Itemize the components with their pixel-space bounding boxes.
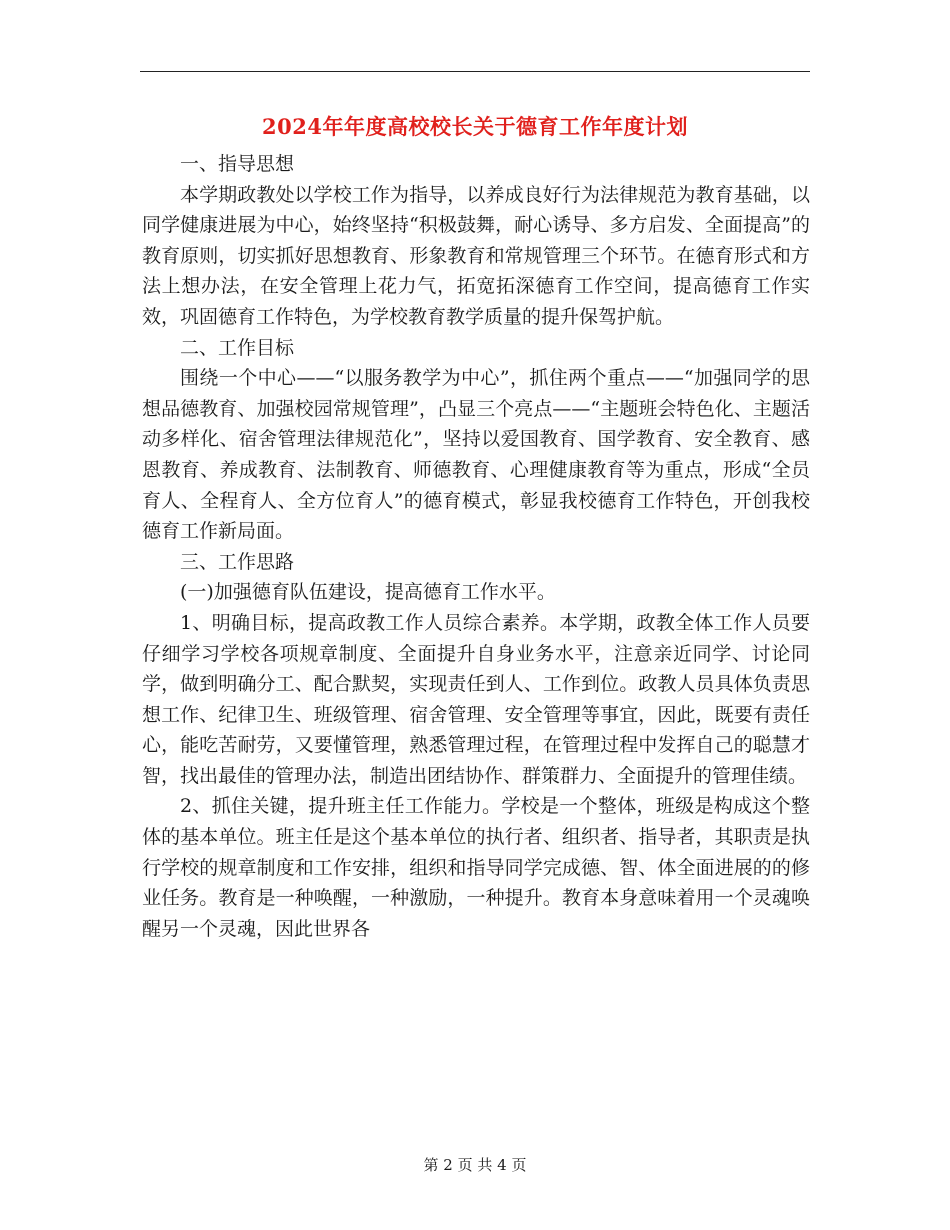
paragraph: 围绕一个中心——“以服务教学为中心”，抓住两个重点——“加强同学的思想品德教育、加强校园常规管理”，凸显三个亮点——“主题班会特色化、主题活动多样化、宿舍管理法律规范化”，坚持以爱国教育、国学教育、安全教育、感恩教育、养成教育、法制教育、师德教育、心理健康教育等为重点，形成“全员育人、全程育人、全方位育人”的德育模式，彰显我校德育工作特色，开创我校德育工作新局面。 [142,367,810,543]
section-heading: 二、工作目标 [180,336,295,359]
section-heading: 一、指导思想 [180,153,295,175]
page-total: 4 [497,1156,507,1174]
page-footer [0,1154,950,1175]
paragraph: 1、明确目标，提高政教工作人员综合素养。本学期，政教全体工作人员要仔细学习学校各项规章制度、全面提升自身业务水平，注意亲近同学、讨论同学，做到明确分工、配合默契，实现责任到人、工作到位。政教人员具体负责思想工作、纪律卫生、班级管理、宿舍管理、安全管理等事宜，因此，既要有责任心，能吃苦耐劳，又要懂管理，熟悉管理过程，在管理过程中发挥自己的聪慧才智，找出最佳的管理办法，制造出团结协作、群策群力、全面提升的管理佳绩。 [142,611,810,787]
page-current: 2 [443,1156,453,1174]
page-mid: 页 共 [457,1156,493,1174]
page-suffix: 页 [511,1156,527,1174]
paragraph: 2、抓住关键，提升班主任工作能力。学校是一个整体，班级是构成这个整体的基本单位。班主任是这个基本单位的执行者、组织者、指导者，其职责是执行学校的规章制度和工作安排，组织和指导同学完成德、智、体全面进展的的修业任务。教育是一种唤醒，一种激励，一种提升。教育本身意味着用一个灵魂唤醒另一个灵魂，因此世界各 [142,795,810,940]
page-prefix: 第 [423,1156,439,1174]
section-heading: 三、工作思路 [180,550,295,573]
header-rule [140,71,810,72]
subsection-heading: (一)加强德育队伍建设，提高德育工作水平。 [180,581,556,604]
document-title: 2024年年度高校校长关于德育工作年度计划 [262,114,688,139]
document-body [142,149,810,944]
paragraph: 本学期政教处以学校工作为指导，以养成良好行为法律规范为教育基础，以同学健康进展为中心，始终坚持“积极鼓舞，耐心诱导、多方启发、全面提高”的教育原则，切实抓好思想教育、形象教育和常规管理三个环节。在德育形式和方法上想办法，在安全管理上花力气，拓宽拓深德育工作空间，提高德育工作实效，巩固德育工作特色，为学校教育教学质量的提升保驾护航。 [142,183,810,328]
